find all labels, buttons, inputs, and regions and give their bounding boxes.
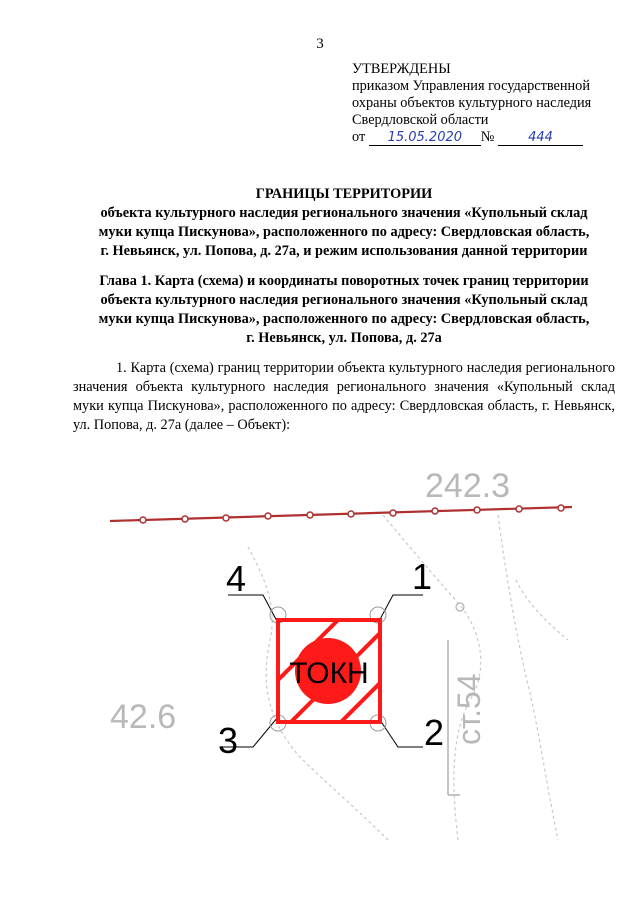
map-marker-circle: [456, 603, 464, 611]
approval-block: [352, 61, 632, 146]
date-prefix: от: [352, 129, 366, 145]
boundary-map: [88, 455, 608, 840]
chapter-line-1: Глава 1. Карта (схема) и координаты поворотных точек границ территории: [99, 273, 589, 289]
document-title: [60, 185, 628, 261]
chapter-line-3: муки купца Пискунова», расположенного по адресу: Свердловская область,: [98, 311, 590, 327]
number-prefix: №: [480, 129, 495, 145]
approval-heading: УТВЕРЖДЕНЫ: [352, 61, 451, 77]
point-4-label: 4: [226, 558, 247, 599]
approval-line-3: Свердловской области: [352, 112, 489, 128]
title-line-2: объекта культурного наследия регионального значения «Купольный склад: [100, 205, 588, 221]
point-1-label: 1: [412, 556, 433, 597]
title-line-3: муки купца Пискунова», расположенного по адресу: Свердловская область,: [98, 224, 590, 240]
page-number: 3: [316, 36, 324, 52]
chapter-line-2: объекта культурного наследия регионального значения «Купольный склад: [100, 292, 588, 308]
road-label: ст.54: [451, 673, 487, 745]
title-line-1: ГРАНИЦЫ ТЕРРИТОРИИ: [255, 186, 433, 202]
approval-line-1: приказом Управления государственной: [352, 78, 590, 94]
fence-posts: [140, 505, 564, 523]
object-label: ТОКН: [289, 657, 369, 690]
title-line-4: г. Невьянск, ул. Попова, д. 27а, и режим использования данной территории: [100, 243, 588, 259]
elevation-left-label: 42.6: [110, 698, 177, 736]
chapter-line-4: г. Невьянск, ул. Попова, д. 27а: [246, 330, 442, 346]
date-field: [369, 129, 481, 146]
date-value: 15.05.2020: [387, 130, 463, 145]
number-value: 444: [528, 130, 553, 145]
approval-line-2: охраны объектов культурного наследия: [352, 95, 592, 111]
paragraph-1: 1. Карта (схема) границ территории объекта культурного наследия регионального значения объекта культурного наследия регионального значения «Купольный склад муки купца Пискунова», расположенного по адресу: Свердловская область, г. Невьянск, ул. Попова, д. 27а (далее – Объект):: [73, 360, 615, 433]
elevation-top-label: 242.3: [425, 467, 511, 505]
chapter-heading: [60, 272, 628, 348]
point-2-label: 2: [424, 712, 445, 753]
number-field: [498, 129, 583, 146]
point-3-label: 3: [218, 720, 239, 761]
fence-line: [110, 507, 572, 521]
approval-date-row: [352, 129, 632, 146]
